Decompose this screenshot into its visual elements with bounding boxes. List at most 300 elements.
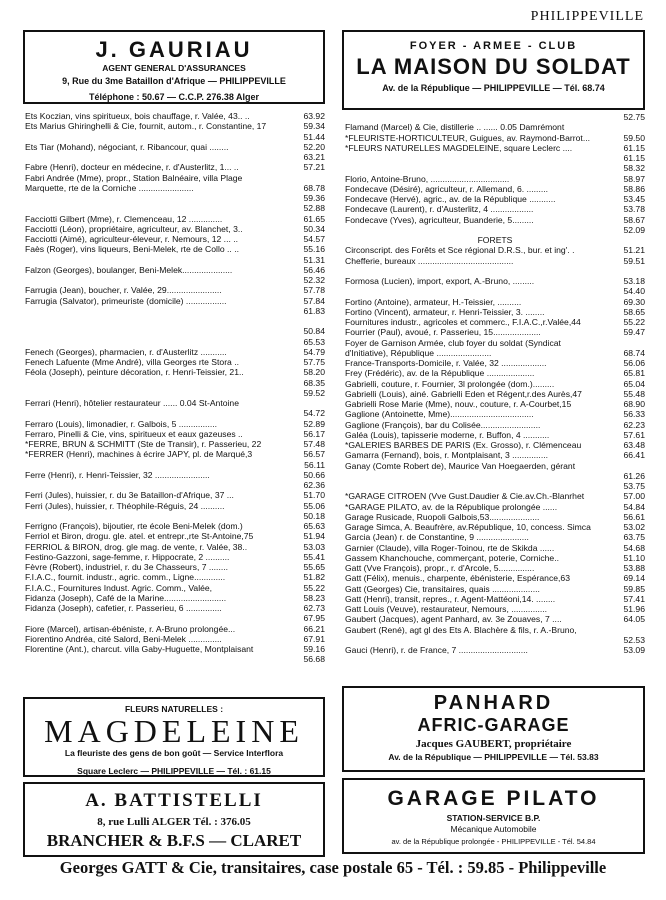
entry-phone: 53.09 xyxy=(623,645,645,655)
entry-phone: 54.68 xyxy=(623,542,645,553)
entry-text: d'Initiative), République ....................... xyxy=(345,347,492,358)
directory-entry xyxy=(345,338,645,348)
directory-entry xyxy=(25,562,325,572)
directory-entry xyxy=(345,327,645,337)
directory-entry xyxy=(25,378,325,388)
entry-phone: 56.17 xyxy=(303,428,325,439)
directory-entry xyxy=(345,409,645,419)
entry-text: Ferraro, Pinelli & Cie, vins, spiritueux et eaux gazeuses .. xyxy=(25,428,243,439)
directory-entry xyxy=(345,584,645,594)
directory-entry xyxy=(25,603,325,613)
directory-entry xyxy=(25,480,325,490)
entry-phone: 68.35 xyxy=(303,377,325,388)
entry-text: *GARAGE PILATO, av. de la République prolongée ...... xyxy=(345,501,558,512)
ad-battistelli-line3: BRANCHER & B.F.S — CLARET xyxy=(46,831,302,850)
entry-phone: 50.18 xyxy=(303,510,325,521)
directory-entry xyxy=(345,133,645,143)
ad-gauriau-line2: 9, Rue du 3me Bataillon d'Afrique — PHILIPPEVILLE xyxy=(62,76,286,86)
directory-entry xyxy=(25,326,325,336)
running-head: PHILIPPEVILLE xyxy=(530,9,644,24)
directory-entry xyxy=(345,225,645,235)
entry-phone: 56.06 xyxy=(623,358,645,368)
entry-phone: 63.92 xyxy=(303,111,325,121)
entry-phone: 61.65 xyxy=(303,213,325,224)
entry-text: Foyer de Garnison Armée, club foyer du soldat (Syndicat xyxy=(345,337,561,348)
ad-panhard-line4: Av. de la République — PHILIPPEVILLE — Tél. 53.83 xyxy=(388,752,599,762)
directory-entry xyxy=(345,317,645,327)
directory-entry xyxy=(345,471,645,481)
entry-phone: 53.45 xyxy=(623,194,645,204)
footer-banner: Georges GATT & Cie, transitaires, case postale 65 - Tél. : 59.85 - Philippeville xyxy=(59,858,607,877)
entry-phone: 52.32 xyxy=(303,275,325,285)
entry-text: Ferrigno (François), bijoutier, rte école Beni-Melek (dom.) xyxy=(25,521,243,531)
entry-text: *GALERIES BARBES DE PARIS (Ex. Grosso), r. Clémenceau xyxy=(345,440,582,450)
directory-entry xyxy=(345,348,645,358)
entry-phone: 59.16 xyxy=(303,644,325,654)
entry-text: Gatt (Félix), menuis., charpente, ébénisterie, Espérance,63 xyxy=(345,573,570,584)
entry-phone: 66.41 xyxy=(623,450,645,461)
entry-text: Fidanza (Joseph), Café de la Marine.......................... xyxy=(25,592,227,603)
directory-entry xyxy=(25,398,325,408)
entry-text: FORETS xyxy=(477,235,513,245)
entry-text: Facciotti Gilbert (Mme), r. Clemenceau, 12 .............. xyxy=(25,213,223,224)
directory-entry xyxy=(25,142,325,152)
entry-text: Formosa (Lucien), import, export, A.-Bruno, ......... xyxy=(345,276,535,286)
entry-text: Ets Koczian, vins spiritueux, bois chauffage, r. Valée, 43.. .. xyxy=(25,111,250,121)
entry-phone: 51.70 xyxy=(303,490,325,501)
entry-text: Gatt (Georges) Cie, transitaires, quais .................... xyxy=(345,583,540,594)
entry-phone: 65.53 xyxy=(303,336,325,347)
entry-text: Fondecave (Désiré), agriculteur, r. Allemand, 6. ......... xyxy=(345,183,548,194)
entry-text: Chefferie, bureaux ........................................ xyxy=(345,255,514,266)
entry-phone: 67.95 xyxy=(303,613,325,624)
ad-panhard-line3: Jacques GAUBERT, propriétaire xyxy=(415,738,572,750)
entry-text: Flamand (Marcel) & Cie, distillerie .. ...... 0.05 Damrémont xyxy=(345,122,565,133)
directory-entry xyxy=(25,449,325,459)
directory-entry xyxy=(345,153,645,163)
entry-text: Fenech Lafuente (Mme André), villa Georges rte Stora .. xyxy=(25,357,239,367)
entry-phone: 51.10 xyxy=(623,552,645,563)
directory-entry xyxy=(25,255,325,265)
directory-entry xyxy=(345,143,645,153)
entry-phone: 54.57 xyxy=(303,234,325,244)
entry-phone: 59.50 xyxy=(623,132,645,143)
directory-entry xyxy=(345,389,645,399)
entry-phone: 52.75 xyxy=(623,112,645,122)
directory-entry xyxy=(25,132,325,142)
directory-entry xyxy=(345,543,645,553)
ad-gauriau xyxy=(23,30,325,104)
entry-phone: 56.57 xyxy=(303,449,325,460)
entry-text: Florio, Antoine-Bruno, ................................. xyxy=(345,173,510,184)
directory-entry xyxy=(25,460,325,470)
entry-phone: 62.73 xyxy=(303,603,325,613)
entry-phone: 67.91 xyxy=(303,633,325,644)
entry-phone: 58.23 xyxy=(303,592,325,603)
entry-text: Garnier (Claude), villa Roger-Toinou, rte de Skikda ...... xyxy=(345,542,555,553)
directory-entry xyxy=(345,430,645,440)
entry-text: Circonscript. des Forêts et Sce régional D.R.S., bur. et ing'. . xyxy=(345,245,575,256)
entry-phone: 63.21 xyxy=(303,152,325,162)
entry-phone: 63.48 xyxy=(623,440,645,450)
directory-entry xyxy=(345,420,645,430)
entry-phone: 52.20 xyxy=(303,141,325,152)
entry-phone: 51.21 xyxy=(623,245,645,256)
entry-phone: 58.65 xyxy=(623,306,645,317)
directory-entry xyxy=(345,215,645,225)
entry-text: *FERRER (Henri), machines à écrire JAPY, pl. de Marqué,3 xyxy=(25,449,253,460)
entry-text: Galéa (Louis), tapisserie moderne, r. Buffon, 4 ........... xyxy=(345,429,550,440)
directory-entry xyxy=(345,204,645,214)
entry-text: Ferriol et Biron, drogu. gle. atel. et entrepr.,rte St-Antoine,75 xyxy=(25,531,254,542)
entry-text: *FERRE, BRUN & SCHMITT (Ste de Transir), r. Passerieu, 22 xyxy=(25,439,262,449)
ad-gauriau-line3: Téléphone : 50.67 — C.C.P. 276.38 Alger xyxy=(88,92,260,102)
ad-gauriau-name: J. GAURIAU xyxy=(95,37,253,62)
directory-entry xyxy=(345,276,645,286)
entry-phone: 59.51 xyxy=(623,255,645,266)
entry-text: Fortino (Antoine), armateur, H.-Teissier, .......... xyxy=(345,296,522,307)
directory-entry xyxy=(25,203,325,213)
entry-phone: 53.78 xyxy=(623,204,645,215)
entry-phone: 52.09 xyxy=(623,224,645,235)
directory-entry xyxy=(25,224,325,234)
directory-entry xyxy=(25,347,325,357)
ad-battistelli-name: A. BATTISTELLI xyxy=(85,790,263,811)
entry-phone: 52.53 xyxy=(623,634,645,645)
entry-text: Ferrari (Henri), hôtelier restaurateur ...... 0.04 St-Antoine xyxy=(25,398,239,408)
entry-phone: 69.30 xyxy=(623,296,645,307)
ad-gauriau-line1: AGENT GENERAL D'ASSURANCES xyxy=(102,63,246,73)
entry-text: Gaubert (René), agt gl des Ets A. Blachère & fils, r. A.-Bruno, xyxy=(345,624,577,635)
entry-phone: 59.34 xyxy=(303,121,325,132)
entry-text: Fiore (Marcel), artisan-ébéniste, r. A-Bruno prolongée... xyxy=(25,623,236,634)
entry-text: Gauci (Henri), r. de France, 7 ............................. xyxy=(345,645,528,655)
entry-text: Gabrielli (Louis), ainé. Gabrielli Eden et Régent,r.des Aurès,47 xyxy=(345,388,582,399)
entry-phone: 61.26 xyxy=(623,470,645,481)
entry-phone: 53.03 xyxy=(303,541,325,552)
ad-panhard xyxy=(342,686,645,772)
entry-phone: 50.34 xyxy=(303,223,325,234)
entry-phone: 62.36 xyxy=(303,480,325,490)
ad-magdeleine-line1: FLEURS NATURELLES : xyxy=(124,704,224,714)
entry-phone: 56.61 xyxy=(623,511,645,522)
entry-phone: 55.41 xyxy=(303,551,325,562)
directory-entry xyxy=(25,419,325,429)
entry-text: Fabre (Henri), docteur en médecine, r. d'Austerlitz, 1... .. xyxy=(25,162,239,173)
ad-magdeleine-line4: Square Leclerc — PHILIPPEVILLE — Tél. : 61.15 xyxy=(77,766,271,776)
ad-pilato-line4: av. de la République prolongée - PHILIPPEVILLE - Tél. 54.84 xyxy=(391,837,596,846)
entry-text: Gatt Louis (Veuve), restaurateur, Nemours, ............... xyxy=(345,604,548,614)
entry-phone: 51.94 xyxy=(303,531,325,542)
directory-entry xyxy=(25,244,325,254)
directory-entry xyxy=(25,367,325,377)
entry-phone: 56.68 xyxy=(303,654,325,665)
entry-text: Ferri (Jules), huissier, r. du 3e Bataillon-d'Afrique, 37 ... xyxy=(25,490,234,501)
entry-phone: 57.78 xyxy=(303,285,325,296)
directory-entry xyxy=(25,501,325,511)
entry-phone: 68.74 xyxy=(623,347,645,358)
entry-phone: 54.72 xyxy=(303,408,325,419)
directory-entry xyxy=(25,152,325,162)
directory-entry xyxy=(345,532,645,542)
entry-text: Farrugia (Salvator), primeuriste (domicile) ................. xyxy=(25,295,227,306)
entry-text: Gaglione (François), bar du Colisée......................... xyxy=(345,419,541,430)
directory-entry xyxy=(25,193,325,203)
directory-entry xyxy=(345,594,645,604)
directory-entry xyxy=(25,654,325,664)
directory-entry xyxy=(345,635,645,645)
directory-entry xyxy=(345,122,645,132)
directory-entry xyxy=(25,511,325,521)
ad-magdeleine-name: MAGDELEINE xyxy=(44,713,304,749)
entry-phone: 53.88 xyxy=(623,563,645,573)
ad-garage-pilato xyxy=(342,778,645,854)
ad-battistelli-line2: 8, rue Lulli ALGER Tél. : 376.05 xyxy=(97,816,251,828)
entry-phone: 57.21 xyxy=(303,162,325,173)
entry-text: Ganay (Comte Robert de), Maurice Van Hoegaerden, gérant xyxy=(345,460,576,471)
directory-entry xyxy=(25,408,325,418)
ad-battistelli xyxy=(23,782,325,857)
entry-phone: 65.81 xyxy=(623,368,645,379)
directory-entry xyxy=(25,439,325,449)
directory-entry xyxy=(25,183,325,193)
directory-entry xyxy=(345,461,645,471)
directory-entry xyxy=(345,184,645,194)
directory-entry xyxy=(25,306,325,316)
directory-entry xyxy=(25,531,325,541)
entry-phone: 65.04 xyxy=(623,378,645,389)
entry-phone: 61.83 xyxy=(303,305,325,316)
entry-text: Ets Tiar (Mohand), négociant, r. Ribancour, quai ........ xyxy=(25,141,229,152)
entry-phone: 50.84 xyxy=(303,326,325,337)
directory-entry xyxy=(345,266,645,276)
right-column xyxy=(345,112,645,655)
entry-phone: 57.61 xyxy=(623,429,645,440)
entry-text: *GARAGE CITROEN (Vve Gust.Daudier & Cie.av.Ch.-Blanrhet xyxy=(345,491,585,502)
entry-text: FERRIOL & BIRON, drog. gle mag. de vente, r. Valée, 38.. xyxy=(25,541,248,552)
entry-text: Gassem Khanchouche, commerçant, poterie, Corniche.. xyxy=(345,552,559,563)
directory-entry xyxy=(345,625,645,635)
directory-entry xyxy=(345,604,645,614)
directory-entry xyxy=(345,235,645,245)
directory-entry xyxy=(345,563,645,573)
directory-entry xyxy=(345,112,645,122)
directory-entry xyxy=(345,368,645,378)
directory-entry xyxy=(345,358,645,368)
entry-phone: 62.23 xyxy=(623,419,645,430)
entry-phone: 64.05 xyxy=(623,614,645,625)
entry-phone: 58.67 xyxy=(623,214,645,225)
entry-text: Fenech (Georges), pharmacien, r. d'Austerlitz ........... xyxy=(25,346,227,357)
directory-entry xyxy=(25,214,325,224)
entry-phone: 55.22 xyxy=(303,582,325,593)
entry-phone: 61.15 xyxy=(623,153,645,163)
entry-text: Florentine (Ant.), charcut. villa Gaby-Huguette, Montplaisant xyxy=(25,644,254,654)
entry-text: Ferri (Jules), huissier, r. Théophile-Réguis, 24 .......... xyxy=(25,500,225,511)
entry-text: Gamarra (Fernand), bois, r. Montplaisant, 3 ............... xyxy=(345,450,548,461)
directory-entry xyxy=(25,357,325,367)
directory-entry xyxy=(25,429,325,439)
ad-panhard-line2: AFRIC-GARAGE xyxy=(417,715,570,735)
entry-phone: 50.66 xyxy=(303,469,325,480)
entry-phone: 59.47 xyxy=(623,327,645,338)
entry-phone: 59.52 xyxy=(303,387,325,398)
entry-phone: 52.88 xyxy=(303,203,325,214)
entry-text: Festino-Gazzoni, sage-femme, r. Hippocrate, 2 .......... xyxy=(25,551,230,562)
directory-entry xyxy=(25,583,325,593)
entry-text: Faès (Roger), vins liqueurs, Beni-Melek, rte de Collo .. .. xyxy=(25,244,239,255)
directory-entry xyxy=(25,624,325,634)
directory-entry xyxy=(345,553,645,563)
directory-entry xyxy=(345,522,645,532)
directory-entry xyxy=(345,573,645,583)
ad-pilato-line3: Mécanique Automobile xyxy=(450,824,537,834)
ad-panhard-name: PANHARD xyxy=(433,692,554,714)
entry-text: France-Transports-Domicile, r. Valée, 32 ................... xyxy=(345,358,547,368)
directory-entry xyxy=(25,296,325,306)
entry-text: Marquette, rte de la Corniche ....................... xyxy=(25,182,194,193)
directory-entry xyxy=(25,490,325,500)
entry-phone: 65.63 xyxy=(303,521,325,531)
directory-entry xyxy=(345,256,645,266)
entry-text: Fabri Andrée (Mme), propr., Station Balnéaire, villa Plage xyxy=(25,172,243,183)
entry-phone: 54.84 xyxy=(623,501,645,512)
entry-phone: 51.44 xyxy=(303,131,325,142)
directory-entry xyxy=(345,307,645,317)
directory-entry xyxy=(25,121,325,131)
entry-text: Falzon (Georges), boulanger, Beni-Melek..................... xyxy=(25,264,233,275)
entry-text: *FLEURS NATURELLES MAGDELEINE, square Leclerc .... xyxy=(345,142,573,153)
entry-text: Ferraro (Louis), limonadier, r. Galbois, 5 ................ xyxy=(25,418,217,429)
entry-phone: 69.14 xyxy=(623,573,645,584)
directory-entry xyxy=(25,593,325,603)
directory-entry xyxy=(345,512,645,522)
entry-text: Farrugia (Jean), boucher, r. Valée, 29....................... xyxy=(25,285,222,296)
entry-phone: 68.78 xyxy=(303,182,325,193)
entry-text: Gatt (Henri), transit, repres., r. Agent-Mattéoni,14. ........ xyxy=(345,593,556,604)
entry-text: Fondecave (Laurent), r. d'Austerlitz, 4 .................. xyxy=(345,204,534,215)
entry-phone: 54.40 xyxy=(623,286,645,297)
entry-phone: 51.96 xyxy=(623,604,645,614)
directory-entry xyxy=(25,234,325,244)
entry-text: Garage Simca, A. Beaufrère, av.République, 10, concess. Simca xyxy=(345,522,591,532)
directory-entry xyxy=(25,644,325,654)
entry-phone: 59.36 xyxy=(303,193,325,203)
directory-entry xyxy=(25,613,325,623)
directory-entry xyxy=(25,542,325,552)
directory-entry xyxy=(25,572,325,582)
entry-phone: 54.79 xyxy=(303,346,325,357)
ad-magdeleine xyxy=(23,697,325,777)
entry-text: Gaglione (Antoinette, Mme)................................... xyxy=(345,409,534,420)
ad-maison-du-soldat xyxy=(342,30,645,110)
entry-text: Gabrielli Rose Marie (Mme), nouv., couture, r. A-Courbet,15 xyxy=(345,399,572,409)
directory-entry xyxy=(345,245,645,255)
entry-text: Fournitures industr., agricoles et commerc., F.I.A.C.,r.Valée,44 xyxy=(345,317,581,327)
entry-text: Gatt (Vve François), propr., r. d'Arcole, 5............... xyxy=(345,563,535,573)
entry-text: Gabrielli, couture, r. Fournier, 3l prolongée (dom.)......... xyxy=(345,378,555,389)
directory-entry xyxy=(345,379,645,389)
entry-phone: 55.06 xyxy=(303,500,325,511)
directory-entry xyxy=(25,388,325,398)
directory-entry xyxy=(345,286,645,296)
directory-entry xyxy=(25,265,325,275)
left-column xyxy=(25,111,325,665)
directory-entry xyxy=(25,552,325,562)
entry-phone: 66.21 xyxy=(303,623,325,634)
entry-phone: 53.75 xyxy=(623,481,645,491)
entry-text: F.I.A.C., Fournitures Indust. Agric. Comm., Valée, xyxy=(25,582,213,593)
entry-phone: 68.90 xyxy=(623,399,645,409)
directory-entry xyxy=(25,173,325,183)
entry-text: Fiorentino Andréa, cité Salord, Beni-Melek .............. xyxy=(25,633,222,644)
entry-phone: 57.75 xyxy=(303,357,325,367)
ad-maison-line1: FOYER - ARMEE - CLUB xyxy=(409,40,578,52)
directory-entry xyxy=(345,502,645,512)
directory-entry xyxy=(25,337,325,347)
entry-text: Ferre (Henri), r. Henri-Teissier, 32 ....................... xyxy=(25,469,210,480)
entry-text: Féola (Joseph), peinture décoration, r. Henri-Teissier, 21.. xyxy=(25,367,244,378)
entry-phone: 55.65 xyxy=(303,562,325,572)
entry-phone: 53.18 xyxy=(623,276,645,286)
ad-maison-name: LA MAISON DU SOLDAT xyxy=(356,54,631,79)
entry-phone: 61.15 xyxy=(623,142,645,153)
directory-entry xyxy=(345,491,645,501)
ad-pilato-name: GARAGE PILATO xyxy=(387,787,600,810)
directory-entry xyxy=(25,634,325,644)
entry-text: Facciotti (Aimé), agriculteur-éleveur, r. Nemours, 12 ... .. xyxy=(25,234,239,244)
directory-entry xyxy=(345,440,645,450)
ad-pilato-line2: STATION-SERVICE B.P. xyxy=(446,813,541,823)
entry-text: Fortino (Vincent), armateur, r. Henri-Teissier, 3. ........ xyxy=(345,306,545,317)
directory-entry xyxy=(345,297,645,307)
entry-text: Garcia (Jean) r. de Constantine, 9 ...................... xyxy=(345,532,529,543)
entry-text: Fidanza (Joseph), cafetier, r. Passerieu, 6 ............... xyxy=(25,603,222,613)
entry-text: Frey (Frédéric), av. de la République .................... xyxy=(345,368,535,379)
entry-phone: 55.22 xyxy=(623,317,645,327)
directory-entry xyxy=(345,174,645,184)
entry-phone: 59.85 xyxy=(623,583,645,594)
directory-entry xyxy=(25,316,325,326)
directory-entry xyxy=(25,521,325,531)
entry-phone: 55.16 xyxy=(303,244,325,255)
entry-text: Ets Marius Ghiringhelli & Cie, fournit, autom., r. Constantine, 17 xyxy=(25,121,267,132)
directory-entry xyxy=(25,285,325,295)
directory-entry xyxy=(345,481,645,491)
entry-text: Garage Rusicade, Ruopoli Galbois,53..................... xyxy=(345,511,540,522)
entry-phone: 56.33 xyxy=(623,409,645,420)
entry-text: Fèvre (Robert), industriel, r. du 3e Chasseurs, 7 ........ xyxy=(25,562,228,572)
directory-entry xyxy=(25,111,325,121)
entry-phone: 57.48 xyxy=(303,439,325,449)
entry-phone: 57.00 xyxy=(623,491,645,502)
entry-phone: 53.02 xyxy=(623,522,645,532)
entry-phone: 58.97 xyxy=(623,173,645,184)
entry-phone: 58.32 xyxy=(623,163,645,174)
entry-phone: 55.48 xyxy=(623,388,645,399)
entry-text: F.I.A.C., fournit. industr., agric. comm., Ligne............. xyxy=(25,572,226,583)
entry-phone: 52.89 xyxy=(303,418,325,429)
directory-entry xyxy=(25,275,325,285)
entry-text: Fondecave (Yves), agriculteur, Buanderie, 5......... xyxy=(345,214,534,225)
directory-entry xyxy=(345,645,645,655)
entry-phone: 51.31 xyxy=(303,254,325,265)
directory-entry xyxy=(345,163,645,173)
entry-text: Gaubert (Jacques), agent Panhard, av. 3e Zouaves, 7 .... xyxy=(345,614,562,625)
ad-magdeleine-line3: La fleuriste des gens de bon goût — Service Interflora xyxy=(64,748,284,758)
directory-entry xyxy=(345,614,645,624)
directory-entry xyxy=(345,194,645,204)
